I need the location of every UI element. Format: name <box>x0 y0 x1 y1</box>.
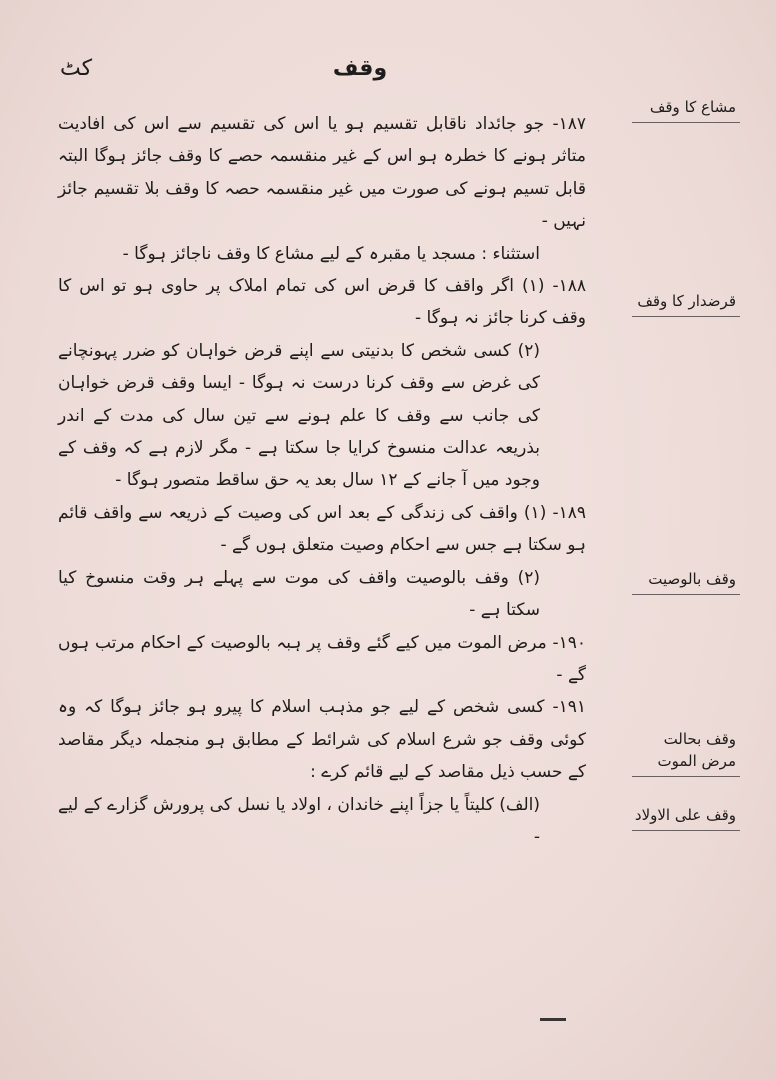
margin-note-qarzdar: قرضدار کا وقف <box>632 290 740 317</box>
section-191: ۱۹۱- کسی شخص کے لیے جو مذہب اسلام کا پیرو ہو جائز ہوگا کہ وہ کوئی وقف جو شرع اسلام کی شرائط کے مطابق ہو منجملہ دیگر مقاصد کے حسب ذیل مقاصد کے لیے قائم کرے : <box>58 697 586 783</box>
section-188-2: (۲) کسی شخص کا بدنیتی سے اپنے قرض خواہان کو ضرر پہونچانے کی غرض سے وقف کرنا درست نہ ہوگا - ایسا وقف قرض خواہان کی جانب سے وقف کا علم ہونے سے تین سال کی مدت کے اندر بذریعہ عدالت منسوخ کرایا جا سکتا ہے - مگر لازم ہے کہ وقف کے وجود میں آ جانے کے ۱۲ سال بعد یہ حق ساقط متصور ہوگا - <box>58 340 540 491</box>
section-189-1: ۱۸۹- (۱) واقف کی زندگی کے بعد اس کی وصیت کے ذریعہ سے واقف قائم ہو سکتا ہے جس سے احکام وصیت متعلق ہوں گے - <box>58 502 586 556</box>
page-header <box>0 56 776 96</box>
running-title: وقف <box>332 56 388 81</box>
margin-note-marz-ul-maut: وقف بحالت مرض الموت <box>632 728 740 777</box>
section-188-1: ۱۸۸- (۱) اگر واقف کا قرض اس کی تمام املاک پر حاوی ہو تو اس کا وقف کرنا جائز نہ ہوگا - <box>58 276 587 329</box>
document-body <box>58 108 586 853</box>
page-number: کٹ <box>60 56 93 81</box>
section-190: ۱۹۰- مرض الموت میں کیے گئے وقف پر ہبہ بالوصیت کے احکام مرتب ہوں گے - <box>58 632 586 685</box>
section-191-alif: (الف) کلیتاً یا جزاً اپنے خاندان ، اولاد یا نسل کی پرورش گزارے کے لیے - <box>58 794 540 847</box>
footer-mark <box>540 1018 566 1021</box>
margin-note-bilwasiyat: وقف بالوصیت <box>632 568 740 595</box>
section-187-exception: استثناء : مسجد یا مقبرہ کے لیے مشاع کا وقف ناجائز ہوگا - <box>122 243 540 264</box>
margin-note-alal-aulad: وقف علی الاولاد <box>632 804 740 831</box>
margin-note-musha: مشاع کا وقف <box>632 96 740 123</box>
section-187: ۱۸۷- جو جائداد ناقابل تقسیم ہو یا اس کی تقسیم سے اس کی افادیت متاثر ہونے کا خطرہ ہو اس کے غیر منقسمہ حصے کا وقف جائز ہوگا البتہ قابل تسیم ہونے کی صورت میں غیر منقسمہ حصہ کا وقف بلا تقسیم جائز نہیں - <box>58 114 586 232</box>
section-189-2: (۲) وقف بالوصیت واقف کی موت سے پہلے ہر وقت منسوخ کیا سکتا ہے - <box>58 567 540 621</box>
